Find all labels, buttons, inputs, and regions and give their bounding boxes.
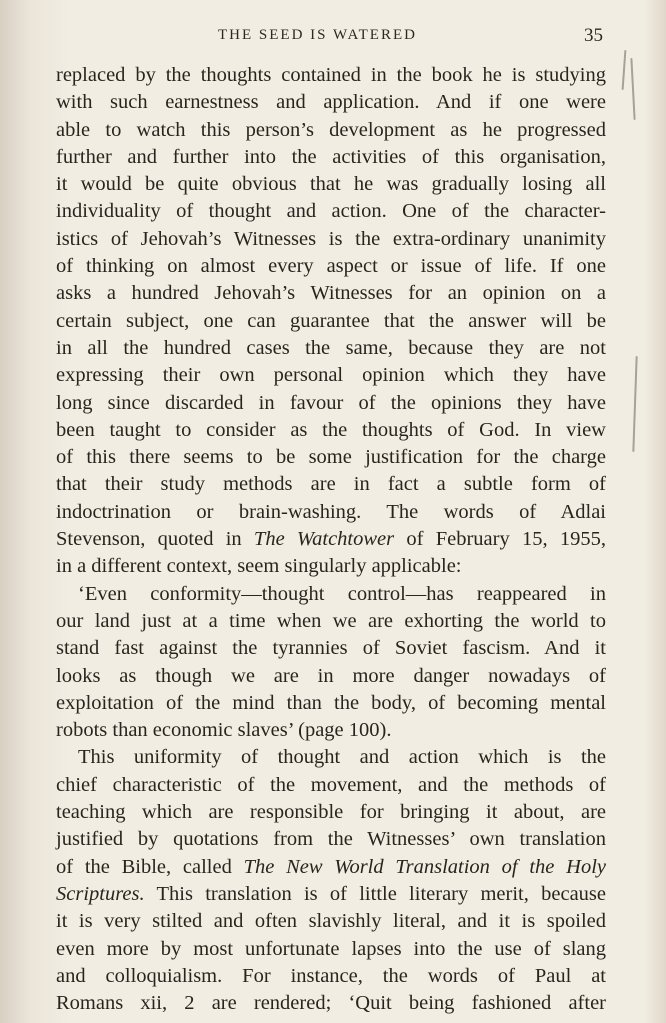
text-segment: of the Bible, called xyxy=(56,855,244,878)
margin-pencil-mark-top-2 xyxy=(630,58,635,120)
text-line: in a different context, seem singularly applicable: xyxy=(56,555,462,578)
text-line: replaced by the thoughts contained in the book he is studying xyxy=(56,64,606,86)
text-segment: of February 15, 1955, xyxy=(394,528,606,551)
quote-line: stand fast against the tyrannies of Soviet fascism. And it xyxy=(56,637,606,660)
text-line: asks a hundred Jehovah’s Witnesses for an opinion on a xyxy=(56,282,606,305)
text-line: teaching which are responsible for bringing it about, are xyxy=(56,801,606,824)
text-line: it is very stilted and often slavishly literal, and it is spoiled xyxy=(56,910,606,933)
text-line: justified by quotations from the Witnesses’ own translation xyxy=(56,828,606,851)
text-line: of thinking on almost every aspect or issue of life. If one xyxy=(56,255,606,278)
text-line xyxy=(56,854,606,881)
text-line: able to watch this person’s development as he progressed xyxy=(56,118,606,141)
italic-title-watchtower: The Watchtower xyxy=(253,528,395,551)
text-line: chief characteristic of the movement, and the methods of xyxy=(56,773,606,796)
text-line: expressing their own personal opinion which they have xyxy=(56,364,606,387)
text-line: long since discarded in favour of the opinions they have xyxy=(56,391,606,414)
quote-line: our land just at a time when we are exhorting the world to xyxy=(56,609,606,632)
text-line: indoctrination or brain-washing. The words of Adlai xyxy=(56,500,606,523)
text-segment: Stevenson, quoted in xyxy=(56,528,254,551)
text-line: with such earnestness and application. And if one were xyxy=(56,91,606,114)
quote-line: robots than economic slaves’ (page 100). xyxy=(56,719,392,742)
text-line: even more by most unfortunate lapses into the use of slang xyxy=(56,937,606,960)
text-line: and colloquialism. For instance, the words of Paul at xyxy=(56,964,606,987)
quote-line: looks as though we are in more danger nowadays of xyxy=(56,664,606,687)
text-line xyxy=(56,881,606,908)
quote-line: ‘Even conformity—thought control—has reappeared in xyxy=(78,582,606,605)
running-head: THE SEED IS WATERED xyxy=(218,27,417,43)
body-text xyxy=(56,62,606,1017)
margin-pencil-mark-mid xyxy=(632,356,637,452)
quote-line: exploitation of the mind than the body, of becoming mental xyxy=(56,691,606,714)
text-line: This uniformity of thought and action which is the xyxy=(78,746,606,769)
text-segment: This translation is of little literary merit, because xyxy=(144,882,606,905)
text-line: Romans xii, 2 are rendered; ‘Quit being fashioned after xyxy=(56,992,606,1015)
text-line: been taught to consider as the thoughts of God. In view xyxy=(56,418,606,441)
page-number: 35 xyxy=(584,25,603,46)
text-line: further and further into the activities of this organisation, xyxy=(56,145,606,168)
text-line: it would be quite obvious that he was gradually losing all xyxy=(56,173,606,196)
text-line: individuality of thought and action. One of the character- xyxy=(56,200,606,223)
text-line: of this there seems to be some justification for the charge xyxy=(56,446,606,469)
margin-pencil-mark-top-1 xyxy=(622,50,627,90)
page-header xyxy=(0,27,666,51)
text-line: istics of Jehovah’s Witnesses is the extra-ordinary unanimity xyxy=(56,227,606,250)
italic-title-scriptures: Scriptures. xyxy=(56,882,145,905)
text-line xyxy=(56,526,606,553)
text-line: in all the hundred cases the same, because they are not xyxy=(56,336,606,359)
italic-title-new-world-translation: The New World Translation of the Holy xyxy=(243,855,606,878)
text-line: certain subject, one can guarantee that the answer will be xyxy=(56,309,606,332)
text-line: that their study methods are in fact a subtle form of xyxy=(56,473,606,496)
